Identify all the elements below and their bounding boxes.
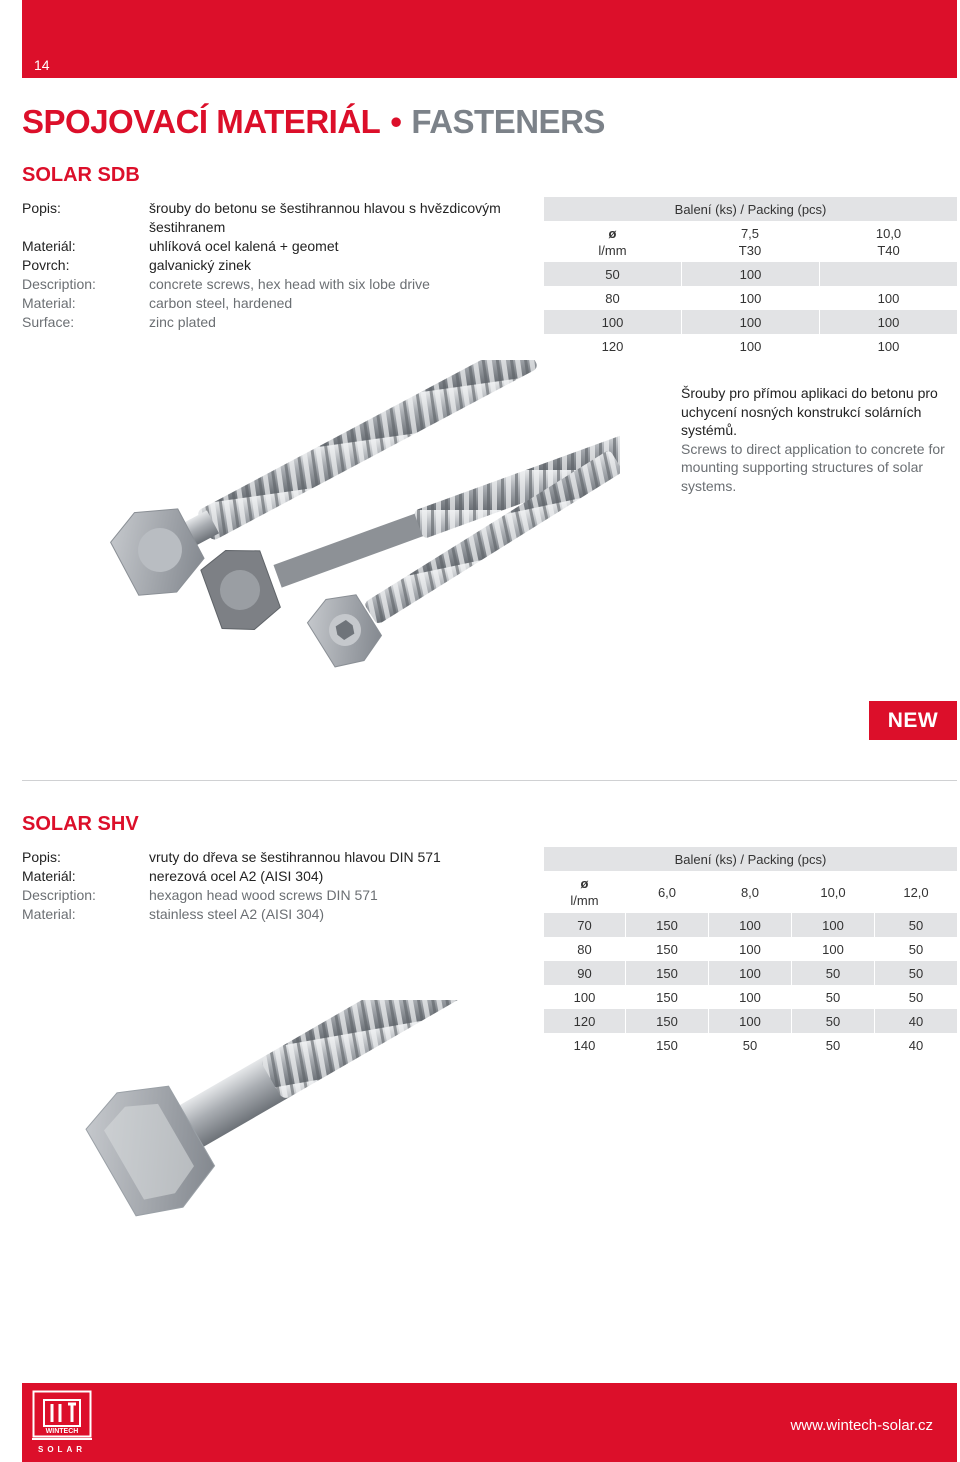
property-label: Materiál: — [22, 868, 76, 884]
quantity-cell: 100 — [708, 985, 791, 1009]
top-bar — [22, 0, 957, 78]
quantity-cell: 150 — [625, 937, 708, 961]
property-label: Description: — [22, 276, 96, 292]
page-number: 14 — [34, 57, 50, 73]
quantity-cell: 50 — [874, 913, 957, 937]
quantity-cell: 100 — [819, 286, 957, 310]
quantity-cell: 50 — [791, 1009, 874, 1033]
length-cell: 80 — [544, 286, 681, 310]
table-row — [544, 961, 957, 985]
footer-bar — [22, 1383, 957, 1462]
property-value: hexagon head wood screws DIN 571 — [149, 887, 378, 903]
property-row — [22, 199, 522, 237]
diameter-symbol: ø — [580, 876, 589, 891]
length-cell: 90 — [544, 961, 625, 985]
sdb-description — [681, 384, 959, 496]
length-cell: 100 — [544, 985, 625, 1009]
section-title-shv: SOLAR SHV — [22, 813, 139, 835]
property-row — [22, 848, 522, 867]
new-badge: NEW — [869, 701, 957, 740]
shv-col-diameter: 12,0 — [874, 871, 957, 913]
quantity-cell: 100 — [681, 334, 819, 358]
shv-packing-table — [544, 847, 957, 1057]
quantity-cell: 150 — [625, 1009, 708, 1033]
length-cell: 120 — [544, 334, 681, 358]
property-label: Povrch: — [22, 257, 70, 273]
property-row — [22, 275, 522, 294]
title-cz: SPOJOVACÍ MATERIÁL — [22, 103, 381, 140]
property-value: nerezová ocel A2 (AISI 304) — [149, 868, 324, 884]
property-value: concrete screws, hex head with six lobe drive — [149, 276, 430, 292]
quantity-cell: 50 — [874, 985, 957, 1009]
quantity-cell: 50 — [791, 961, 874, 985]
quantity-cell: 50 — [874, 961, 957, 985]
sdb-col-header — [819, 221, 957, 262]
quantity-cell: 100 — [681, 262, 819, 286]
length-cell: 140 — [544, 1033, 625, 1057]
wintech-logo — [32, 1390, 92, 1456]
property-row — [22, 294, 522, 313]
property-value: stainless steel A2 (AISI 304) — [149, 906, 325, 922]
sdb-col-drive: T40 — [877, 242, 900, 258]
property-label: Popis: — [22, 849, 61, 865]
length-cell: 50 — [544, 262, 681, 286]
section-divider — [22, 780, 957, 781]
property-label: Material: — [22, 906, 76, 922]
quantity-cell: 100 — [708, 913, 791, 937]
table-row — [544, 262, 957, 286]
table-row — [544, 1033, 957, 1057]
logo-text: WINTECH — [45, 1428, 79, 1435]
quantity-cell: 50 — [791, 1033, 874, 1057]
quantity-cell: 100 — [708, 961, 791, 985]
property-row — [22, 237, 522, 256]
section-title-sdb: SOLAR SDB — [22, 164, 140, 186]
quantity-cell: 100 — [681, 310, 819, 334]
sdb-table-header: Balení (ks) / Packing (pcs) — [544, 197, 957, 221]
quantity-cell: 40 — [874, 1009, 957, 1033]
title-dot: • — [390, 103, 402, 140]
property-row — [22, 886, 522, 905]
property-value: zinc plated — [149, 314, 216, 330]
wood-screw-image — [80, 1000, 480, 1340]
sdb-col-header — [681, 221, 819, 262]
logo-subtext: SOLAR — [38, 1445, 86, 1454]
length-cell: 80 — [544, 937, 625, 961]
property-row — [22, 313, 522, 332]
quantity-cell: 100 — [681, 286, 819, 310]
quantity-cell: 150 — [625, 913, 708, 937]
property-label: Material: — [22, 295, 76, 311]
sdb-table-diam-header — [544, 221, 681, 262]
length-cell: 120 — [544, 1009, 625, 1033]
title-en: FASTENERS — [411, 103, 605, 140]
table-row — [544, 937, 957, 961]
quantity-cell — [819, 262, 957, 286]
property-row — [22, 867, 522, 886]
sdb-properties — [22, 199, 522, 332]
length-label: l/mm — [598, 242, 627, 258]
shv-col-diameter: 8,0 — [708, 871, 791, 913]
table-row — [544, 286, 957, 310]
table-row — [544, 985, 957, 1009]
length-cell: 100 — [544, 310, 681, 334]
length-label: l/mm — [570, 893, 599, 908]
property-label: Surface: — [22, 314, 75, 330]
quantity-cell: 50 — [874, 937, 957, 961]
page-title — [22, 103, 605, 141]
diameter-symbol: ø — [608, 225, 617, 241]
property-value: galvanický zinek — [149, 257, 251, 273]
shv-properties — [22, 848, 522, 924]
shv-col-diameter: 6,0 — [625, 871, 708, 913]
property-label: Description: — [22, 887, 96, 903]
description-en: Screws to direct application to concrete for mounting supporting structures of solar systems. — [681, 440, 945, 494]
length-cell: 70 — [544, 913, 625, 937]
table-row — [544, 1009, 957, 1033]
property-label: Popis: — [22, 200, 61, 216]
concrete-screws-image — [100, 360, 620, 720]
sdb-packing-table — [544, 197, 957, 358]
quantity-cell: 100 — [791, 937, 874, 961]
table-row — [544, 334, 957, 358]
description-cz: Šrouby pro přímou aplikaci do betonu pro uchycení nosných konstrukcí solárních systémů. — [681, 385, 938, 439]
property-value: šrouby do betonu se šestihrannou hlavou s hvězdicovým šestihranem — [149, 200, 501, 235]
quantity-cell: 100 — [819, 334, 957, 358]
website-link[interactable]: www.wintech-solar.cz — [790, 1417, 933, 1434]
sdb-col-diameter: 10,0 — [875, 225, 902, 241]
quantity-cell: 100 — [708, 1009, 791, 1033]
property-row — [22, 905, 522, 924]
property-label: Materiál: — [22, 238, 76, 254]
property-row — [22, 256, 522, 275]
shv-table-diam-header — [544, 871, 625, 913]
quantity-cell: 50 — [791, 985, 874, 1009]
quantity-cell: 40 — [874, 1033, 957, 1057]
property-value: vruty do dřeva se šestihrannou hlavou DIN 571 — [149, 849, 441, 865]
quantity-cell: 150 — [625, 985, 708, 1009]
quantity-cell: 150 — [625, 1033, 708, 1057]
table-row — [544, 913, 957, 937]
table-row — [544, 310, 957, 334]
shv-col-diameter: 10,0 — [791, 871, 874, 913]
shv-table-header: Balení (ks) / Packing (pcs) — [544, 847, 957, 871]
quantity-cell: 100 — [819, 310, 957, 334]
quantity-cell: 150 — [625, 961, 708, 985]
quantity-cell: 50 — [708, 1033, 791, 1057]
quantity-cell: 100 — [708, 937, 791, 961]
property-value: uhlíková ocel kalená + geomet — [149, 238, 339, 254]
sdb-col-diameter: 7,5 — [740, 225, 760, 241]
sdb-col-drive: T30 — [738, 242, 762, 258]
quantity-cell: 100 — [791, 913, 874, 937]
property-value: carbon steel, hardened — [149, 295, 293, 311]
